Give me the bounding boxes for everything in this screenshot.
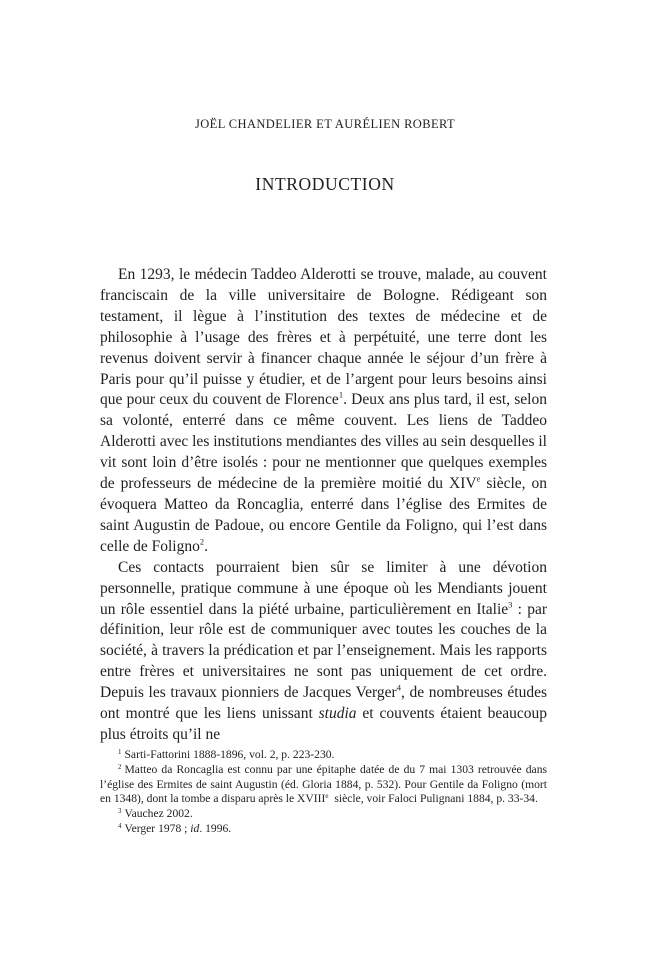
footnote-number: 3 <box>118 807 122 816</box>
century-superscript: e <box>325 792 329 801</box>
footnote-3 <box>100 807 547 822</box>
footnote-text: siècle, voir Faloci Pulignani 1884, p. 33-34. <box>331 792 538 806</box>
paragraph-2 <box>100 558 547 746</box>
footnote-ref-2: 2 <box>199 536 205 547</box>
paragraph-2-text: Ces contacts pourraient bien sûr se limiter à une dévotion personnelle, pratique commune à une époque où les Mendiants jouent un rôle essentiel dans la piété urbaine, particulièrement en Italie <box>100 558 547 618</box>
paragraph-2-text: , de nombreuses études ont montré que les liens unissant <box>100 684 547 723</box>
footnote-text: Sarti-Fattorini 1888-1896, vol. 2, p. 223-230. <box>124 748 335 761</box>
footnote-ref-4: 4 <box>396 682 401 693</box>
paragraph-2-text: : par définition, leur rôle est de communiquer avec toutes les couches de la société, à travers la prédication et par l’enseignement. Mais les rapports entre frères et universitaires ne sont pas uniquement de cet ordre. Depuis les travaux pionniers de Jacques Verger <box>100 600 547 702</box>
footnote-number: 4 <box>118 821 122 830</box>
paragraph-1-text: En 1293, le médecin Taddeo Alderotti se trouve, malade, au couvent franciscain de la ville universitaire de Bologne. Rédigeant son testament, il lègue à l’institution des textes de médecine et de philosophie à l’usage des frères et à perpétuité, une terre dont les revenus doivent servir à financer chaque année le séjour d’un frère à Paris pour qu’il puisse y étudier, et de l’argent pour leurs besoins ainsi que pour ceux du couvent de Florence <box>100 266 547 409</box>
paragraph-1-text: siècle, on évoquera Matteo da Roncaglia, enterré dans l’église des Ermites de saint Augustin de Padoue, ou encore Gentile da Foligno, qui l’est dans celle de Foligno <box>100 475 547 555</box>
century-superscript: e <box>476 473 481 484</box>
footnote-2 <box>100 763 547 807</box>
footnotes <box>100 748 547 837</box>
body-text <box>100 265 547 746</box>
paragraph-1 <box>100 265 547 558</box>
italic-term: studia <box>318 705 357 723</box>
chapter-title: INTRODUCTION <box>255 174 395 194</box>
footnote-4 <box>100 822 547 837</box>
footnote-text: Matteo da Roncaglia est connu par une épitaphe datée de du 7 mai 1303 retrouvée dans l’église des Ermites de saint Augustin (éd. Gloria 1884, p. 532). Pour Gentile da Foligno (mort en 1348), dont la tombe a disparu après le XVIII <box>100 762 547 806</box>
paragraph-2-text: et couvents étaient beaucoup plus étroits qu’il ne <box>100 705 547 743</box>
footnote-text: . 1996. <box>199 821 232 835</box>
italic-term: id <box>190 821 200 835</box>
paragraph-1-text: . <box>204 537 209 555</box>
footnote-number: 1 <box>118 747 122 756</box>
running-head: JOËL CHANDELIER ET AURÉLIEN ROBERT <box>194 117 456 131</box>
footnote-text: Verger 1978 ; <box>124 821 191 835</box>
footnote-number: 2 <box>118 762 122 771</box>
paragraph-1-text: . Deux ans plus tard, il est, selon sa volonté, enterré dans ce même couvent. Les liens de Taddeo Alderotti avec les institutions mendiantes des villes au sein desquelles il vit sont loin d’être isolés : pour ne mentionner que quelques exemples de professeurs de médecine de la première moitié du XIV <box>100 391 547 493</box>
footnote-ref-1: 1 <box>338 390 344 401</box>
footnote-text: Vauchez 2002. <box>124 807 193 821</box>
footnote-ref-3: 3 <box>508 599 513 610</box>
footnote-1 <box>100 748 547 763</box>
